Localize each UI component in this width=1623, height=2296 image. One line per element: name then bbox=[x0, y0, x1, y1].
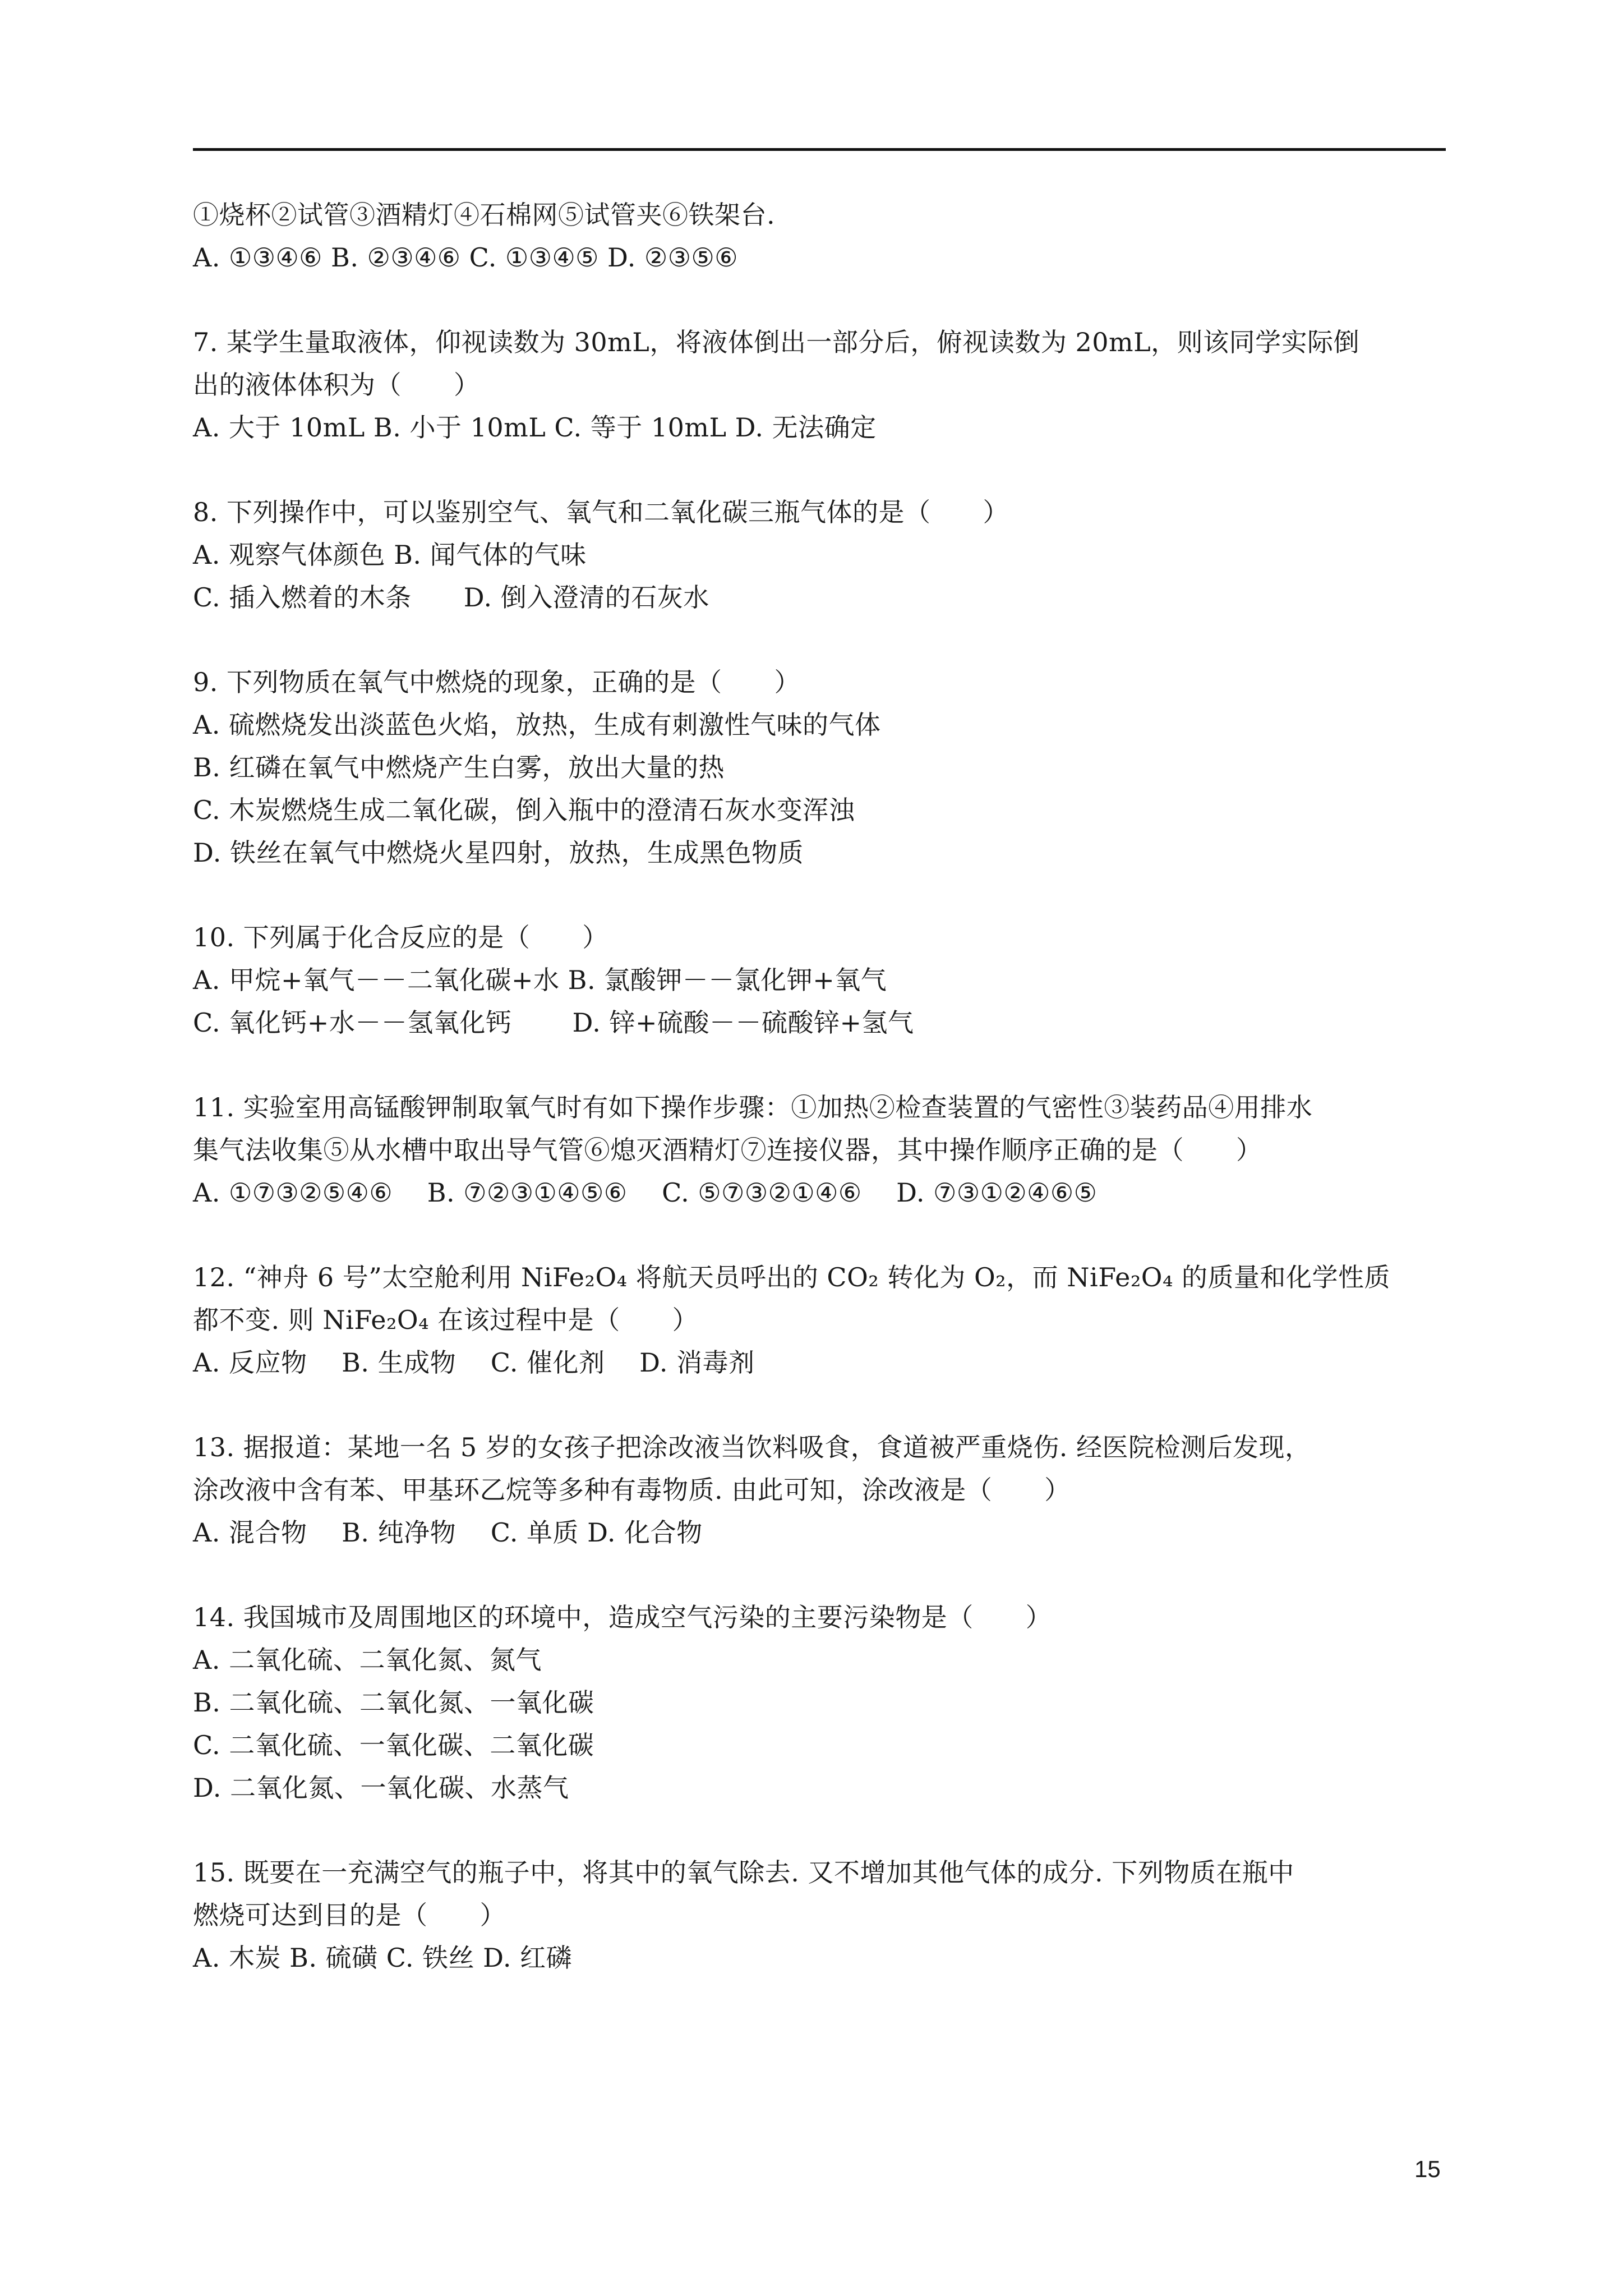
question-line: A. 观察气体颜色 B. 闻气体的气味 bbox=[193, 540, 587, 570]
question-text: 10. 下列属于化合反应的是（ ） bbox=[193, 922, 608, 953]
question-list bbox=[193, 194, 1449, 1979]
question-gap bbox=[193, 1809, 1449, 1851]
question-line: 出的液体体积为（ ） bbox=[193, 370, 480, 400]
question-block bbox=[193, 1851, 1449, 1979]
question-gap bbox=[193, 449, 1449, 491]
question-block bbox=[193, 1426, 1449, 1554]
question-block bbox=[193, 194, 1449, 279]
question-gap bbox=[193, 1554, 1449, 1596]
question-line: D. 铁丝在氧气中燃烧火星四射，放热，生成黑色物质 bbox=[193, 838, 804, 868]
question-block bbox=[193, 491, 1449, 619]
question-gap bbox=[193, 1384, 1449, 1426]
question-text: ①烧杯②试管③酒精灯④石棉网⑤试管夹⑥铁架台. bbox=[193, 200, 776, 230]
question-line: A. ①③④⑥ B. ②③④⑥ C. ①③④⑤ D. ②③⑤⑥ bbox=[193, 242, 738, 273]
question-gap bbox=[193, 874, 1449, 916]
question-line: D. 二氧化氮、一氧化碳、水蒸气 bbox=[193, 1773, 569, 1803]
question-line: A. 二氧化硫、二氧化氮、氮气 bbox=[193, 1645, 542, 1675]
question-gap bbox=[193, 619, 1449, 661]
question-text: 11. 实验室用高锰酸钾制取氧气时有如下操作步骤：①加热②检查装置的气密性③装药品④用排水 bbox=[193, 1092, 1313, 1122]
question-line: A. ①⑦③②⑤④⑥ B. ⑦②③①④⑤⑥ C. ⑤⑦③②①④⑥ D. ⑦③①②④⑥⑤ bbox=[193, 1177, 1098, 1208]
question-block bbox=[193, 661, 1449, 874]
question-text: 15. 既要在一充满空气的瓶子中，将其中的氧气除去. 又不增加其他气体的成分. 下列物质在瓶中 bbox=[193, 1857, 1294, 1888]
question-line: C. 氧化钙+水－－氢氧化钙 D. 锌+硫酸－－硫酸锌+氢气 bbox=[193, 1007, 914, 1038]
question-line: A. 大于 10mL B. 小于 10mL C. 等于 10mL D. 无法确定 bbox=[193, 412, 877, 443]
question-line: 都不变. 则 NiFe₂O₄ 在该过程中是（ ） bbox=[193, 1305, 699, 1335]
question-gap bbox=[193, 1214, 1449, 1256]
question-line: A. 木炭 B. 硫磺 C. 铁丝 D. 红磷 bbox=[193, 1943, 573, 1973]
question-line: 燃烧可达到目的是（ ） bbox=[193, 1900, 506, 1930]
question-block bbox=[193, 1256, 1449, 1384]
question-line: B. 二氧化硫、二氧化氮、一氧化碳 bbox=[193, 1687, 594, 1718]
question-block bbox=[193, 916, 1449, 1044]
question-text: 13. 据报道：某地一名 5 岁的女孩子把涂改液当饮料吸食，食道被严重烧伤. 经医院检测后发现， bbox=[193, 1432, 1311, 1462]
question-line: A. 甲烷+氧气－－二氧化碳+水 B. 氯酸钾－－氯化钾+氧气 bbox=[193, 965, 887, 995]
question-text: 9. 下列物质在氧气中燃烧的现象，正确的是（ ） bbox=[193, 667, 801, 697]
question-line: C. 插入燃着的木条 D. 倒入澄清的石灰水 bbox=[193, 582, 709, 613]
page-number: 15 bbox=[1414, 2156, 1441, 2182]
question-line: A. 混合物 B. 纯净物 C. 单质 D. 化合物 bbox=[193, 1517, 703, 1548]
question-line: A. 硫燃烧发出淡蓝色火焰，放热，生成有刺激性气味的气体 bbox=[193, 710, 881, 740]
question-text: 12. “神舟 6 号”太空舱利用 NiFe₂O₄ 将航天员呼出的 CO₂ 转化为 O₂，而 NiFe₂O₄ 的质量和化学性质 bbox=[193, 1262, 1391, 1292]
question-line: C. 二氧化硫、一氧化碳、二氧化碳 bbox=[193, 1730, 594, 1760]
question-block bbox=[193, 321, 1449, 449]
question-gap bbox=[193, 1044, 1449, 1086]
question-line: A. 反应物 B. 生成物 C. 催化剂 D. 消毒剂 bbox=[193, 1347, 755, 1378]
question-block bbox=[193, 1086, 1449, 1214]
question-text: 8. 下列操作中，可以鉴别空气、氧气和二氧化碳三瓶气体的是（ ） bbox=[193, 497, 1009, 527]
header-rule bbox=[193, 148, 1446, 151]
question-line: 集气法收集⑤从水槽中取出导气管⑥熄灭酒精灯⑦连接仪器，其中操作顺序正确的是（ ） bbox=[193, 1135, 1262, 1165]
question-block bbox=[193, 1596, 1449, 1809]
question-line: C. 木炭燃烧生成二氧化碳，倒入瓶中的澄清石灰水变浑浊 bbox=[193, 795, 855, 825]
question-text: 14. 我国城市及周围地区的环境中，造成空气污染的主要污染物是（ ） bbox=[193, 1602, 1052, 1632]
question-line: B. 红磷在氧气中燃烧产生白雾，放出大量的热 bbox=[193, 752, 725, 783]
question-line: 涂改液中含有苯、甲基环乙烷等多种有毒物质. 由此可知，涂改液是（ ） bbox=[193, 1475, 1071, 1505]
question-gap bbox=[193, 279, 1449, 321]
question-text: 7. 某学生量取液体，仰视读数为 30mL，将液体倒出一部分后，俯视读数为 20mL，则该同学实际倒 bbox=[193, 327, 1360, 357]
